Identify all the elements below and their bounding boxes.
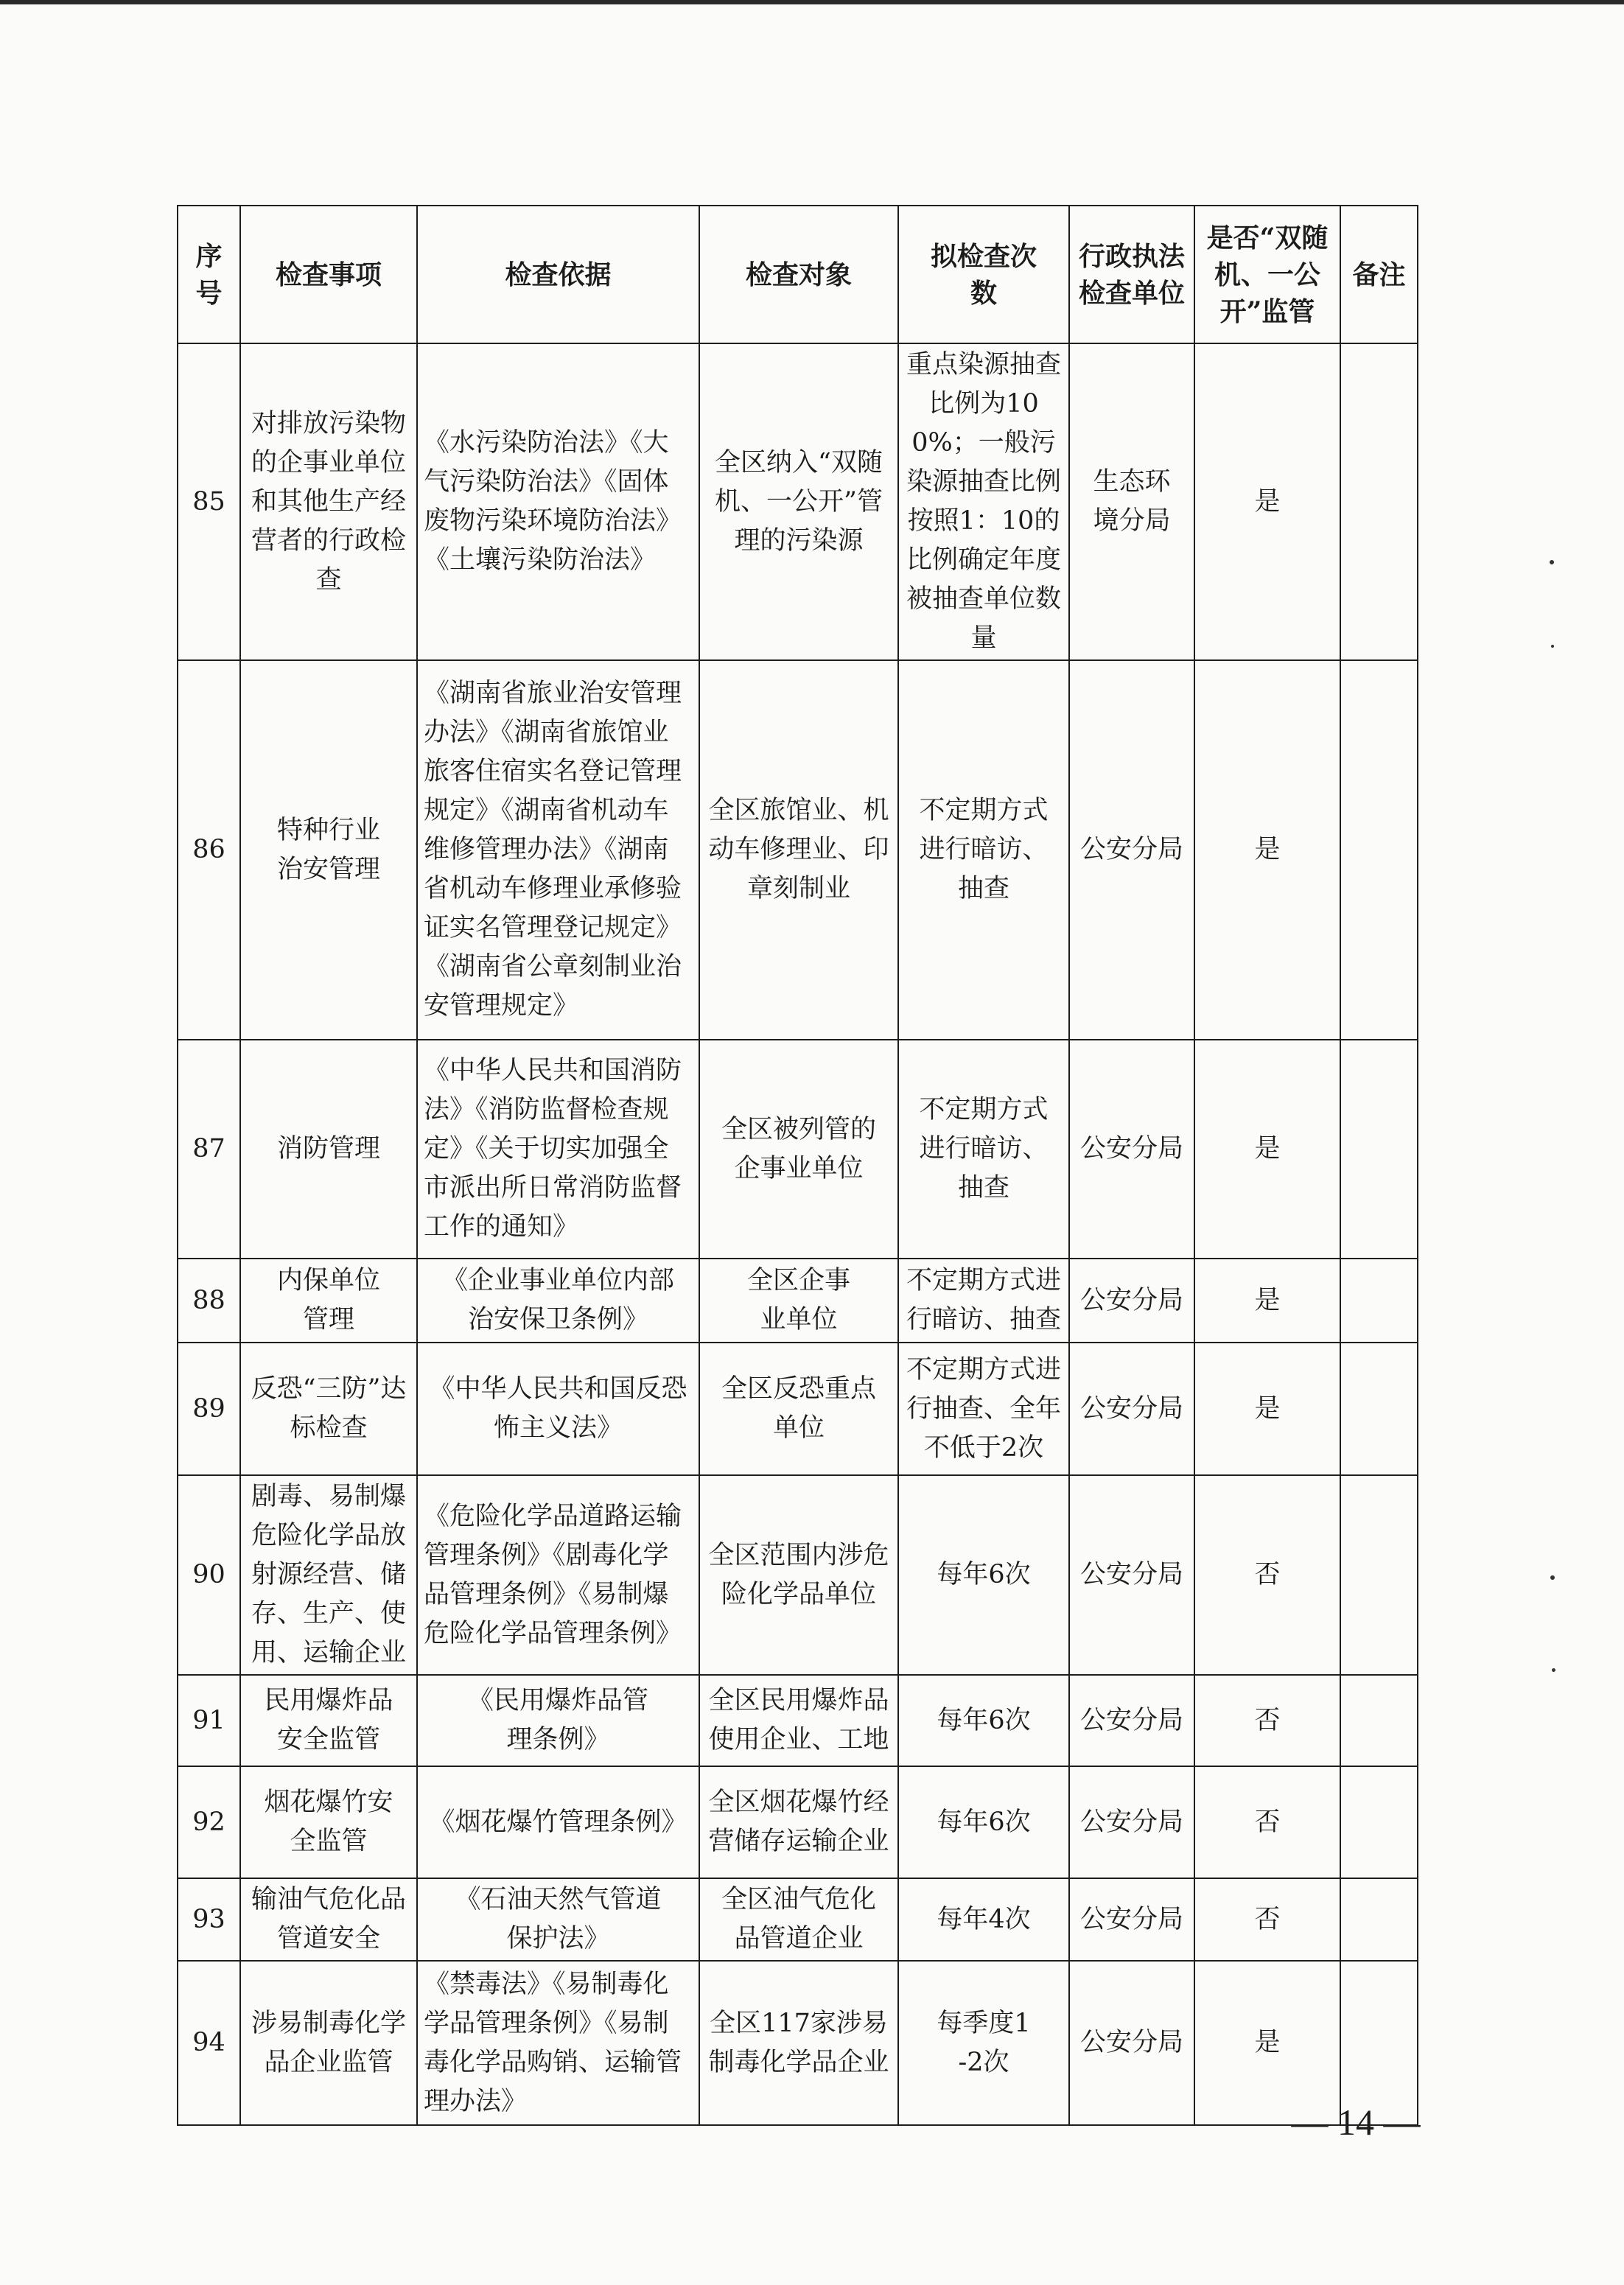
cell-seq: 87 [178,1040,240,1259]
cell-seq: 92 [178,1766,240,1878]
cell-remark [1340,1675,1418,1766]
cell-random: 是 [1194,343,1340,660]
cell-target: 全区纳入“双随机、一公开”管理的污染源 [699,343,898,660]
scan-speck [1552,1668,1555,1672]
cell-frequency: 不定期方式进行暗访、抽查 [898,660,1069,1040]
header-frequency: 拟检查次数 [898,206,1069,343]
table-row [178,1961,1418,2125]
cell-random: 否 [1194,1475,1340,1675]
cell-item: 输油气危化品管道安全 [240,1878,417,1961]
cell-item: 烟花爆竹安全监管 [240,1766,417,1878]
cell-basis: 《湖南省旅业治安管理办法》《湖南省旅馆业旅客住宿实名登记管理规定》《湖南省机动车维修管理办法》《湖南省机动车修理业承修验证实名管理登记规定》《湖南省公章刻制业治安管理规定》 [417,660,699,1040]
scan-edge [0,0,1624,4]
scan-speck [1550,560,1554,564]
cell-random: 是 [1194,1343,1340,1475]
cell-random: 是 [1194,1040,1340,1259]
cell-random: 否 [1194,1766,1340,1878]
cell-remark [1340,343,1418,660]
table-row [178,1343,1418,1475]
cell-remark [1340,1040,1418,1259]
cell-basis: 《企业事业单位内部治安保卫条例》 [417,1259,699,1343]
cell-item: 反恐“三防”达标检查 [240,1343,417,1475]
table-row [178,660,1418,1040]
header-remark: 备注 [1340,206,1418,343]
table-row [178,343,1418,660]
header-seq: 序号 [178,206,240,343]
cell-remark [1340,1766,1418,1878]
cell-random: 否 [1194,1675,1340,1766]
cell-unit: 生态环境分局 [1069,343,1194,660]
cell-seq: 88 [178,1259,240,1343]
cell-target: 全区范围内涉危险化学品单位 [699,1475,898,1675]
cell-basis: 《石油天然气管道保护法》 [417,1878,699,1961]
cell-frequency: 每年6次 [898,1675,1069,1766]
cell-frequency: 不定期方式进行暗访、抽查 [898,1259,1069,1343]
cell-target: 全区被列管的企事业单位 [699,1040,898,1259]
table-row [178,1766,1418,1878]
cell-random: 是 [1194,660,1340,1040]
table-row [178,1878,1418,1961]
cell-seq: 90 [178,1475,240,1675]
table-row [178,1040,1418,1259]
scan-speck [1550,1575,1555,1580]
header-basis: 检查依据 [417,206,699,343]
cell-random: 是 [1194,1259,1340,1343]
cell-basis: 《中华人民共和国消防法》《消防监督检查规定》《关于切实加强全市派出所日常消防监督工作的通知》 [417,1040,699,1259]
cell-seq: 89 [178,1343,240,1475]
cell-frequency: 每年6次 [898,1475,1069,1675]
cell-target: 全区烟花爆竹经营储存运输企业 [699,1766,898,1878]
cell-item: 剧毒、易制爆危险化学品放射源经营、储存、生产、使用、运输企业 [240,1475,417,1675]
header-target: 检查对象 [699,206,898,343]
cell-unit: 公安分局 [1069,1259,1194,1343]
cell-unit: 公安分局 [1069,1343,1194,1475]
header-unit: 行政执法检查单位 [1069,206,1194,343]
cell-target: 全区企事业单位 [699,1259,898,1343]
cell-remark [1340,1878,1418,1961]
cell-seq: 91 [178,1675,240,1766]
cell-basis: 《水污染防治法》《大气污染防治法》《固体废物污染环境防治法》《土壤污染防治法》 [417,343,699,660]
cell-basis: 《民用爆炸品管理条例》 [417,1675,699,1766]
cell-frequency: 每年4次 [898,1878,1069,1961]
cell-frequency: 每年6次 [898,1766,1069,1878]
cell-unit: 公安分局 [1069,1475,1194,1675]
cell-seq: 85 [178,343,240,660]
cell-basis: 《危险化学品道路运输管理条例》《剧毒化学品管理条例》《易制爆危险化学品管理条例》 [417,1475,699,1675]
cell-unit: 公安分局 [1069,660,1194,1040]
cell-item: 对排放污染物的企事业单位和其他生产经营者的行政检查 [240,343,417,660]
cell-unit: 公安分局 [1069,1878,1194,1961]
inspection-table [177,205,1418,2126]
cell-target: 全区油气危化品管道企业 [699,1878,898,1961]
header-item: 检查事项 [240,206,417,343]
cell-seq: 93 [178,1878,240,1961]
header-row [178,206,1418,343]
cell-item: 内保单位管理 [240,1259,417,1343]
cell-frequency: 不定期方式进行抽查、全年不低于2次 [898,1343,1069,1475]
cell-remark [1340,660,1418,1040]
cell-remark [1340,1259,1418,1343]
cell-item: 民用爆炸品安全监管 [240,1675,417,1766]
cell-item: 涉易制毒化学品企业监管 [240,1961,417,2125]
cell-random: 是 [1194,1961,1340,2125]
page-number: — 14 — [1291,2102,1421,2143]
cell-unit: 公安分局 [1069,1675,1194,1766]
cell-target: 全区反恐重点单位 [699,1343,898,1475]
cell-seq: 86 [178,660,240,1040]
header-random: 是否“双随机、一公开”监管 [1194,206,1340,343]
cell-target: 全区旅馆业、机动车修理业、印章刻制业 [699,660,898,1040]
cell-random: 否 [1194,1878,1340,1961]
cell-frequency: 不定期方式进行暗访、抽查 [898,1040,1069,1259]
cell-item: 消防管理 [240,1040,417,1259]
cell-seq: 94 [178,1961,240,2125]
cell-frequency: 重点染源抽查比例为100%；一般污染源抽查比例按照1：10的比例确定年度被抽查单位数量 [898,343,1069,660]
cell-remark [1340,1343,1418,1475]
cell-basis: 《中华人民共和国反恐怖主义法》 [417,1343,699,1475]
cell-item: 特种行业治安管理 [240,660,417,1040]
cell-unit: 公安分局 [1069,1961,1194,2125]
cell-remark [1340,1475,1418,1675]
cell-basis: 《禁毒法》《易制毒化学品管理条例》《易制毒化学品购销、运输管理办法》 [417,1961,699,2125]
scan-speck [1551,645,1554,648]
cell-frequency: 每季度1-2次 [898,1961,1069,2125]
table-row [178,1259,1418,1343]
cell-unit: 公安分局 [1069,1766,1194,1878]
table-row [178,1675,1418,1766]
cell-target: 全区民用爆炸品使用企业、工地 [699,1675,898,1766]
cell-unit: 公安分局 [1069,1040,1194,1259]
cell-target: 全区117家涉易制毒化学品企业 [699,1961,898,2125]
cell-basis: 《烟花爆竹管理条例》 [417,1766,699,1878]
table-row [178,1475,1418,1675]
